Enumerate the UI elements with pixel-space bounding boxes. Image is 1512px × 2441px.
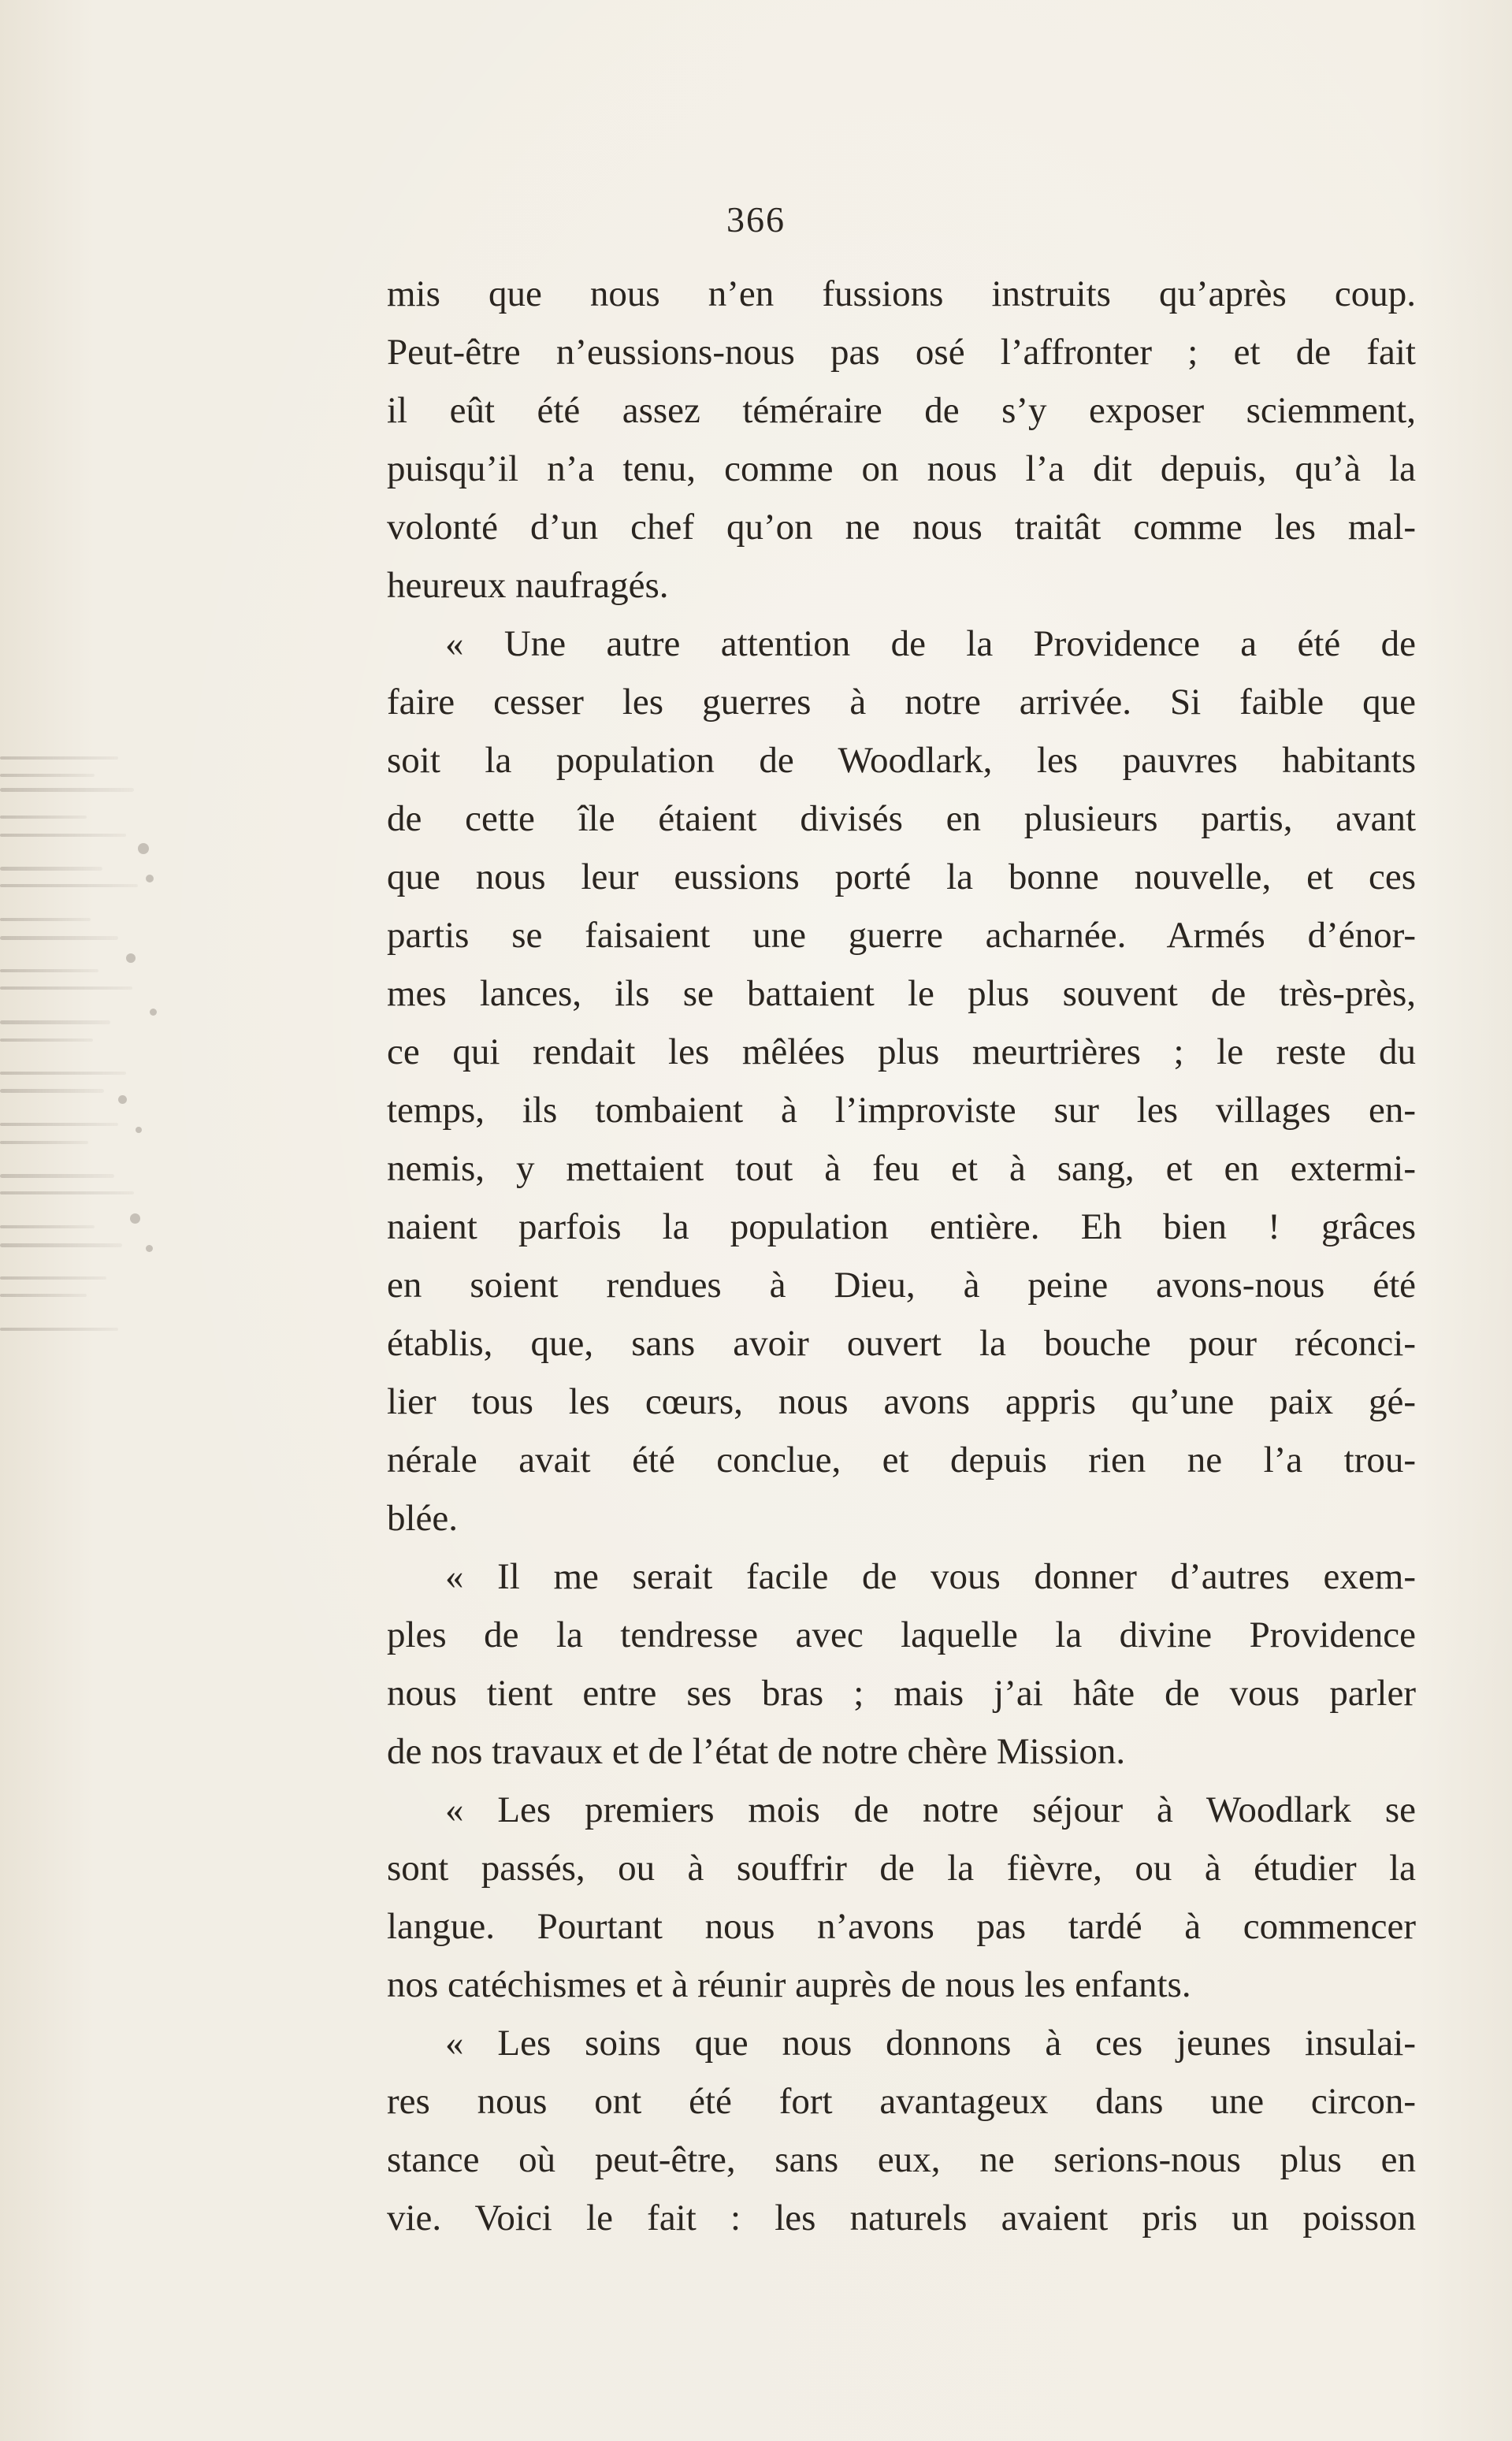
show-through-line <box>0 986 132 990</box>
page-number: 366 <box>726 199 786 240</box>
show-through-line <box>0 867 102 871</box>
text-line: res nous ont été fort avantageux dans une circon- <box>387 2081 1416 2122</box>
show-through-line <box>0 1243 122 1247</box>
text-line: mes lances, ils se battaient le plus souvent de très-près, <box>387 973 1416 1014</box>
text-line: sont passés, ou à souffrir de la fièvre, ou à étudier la <box>387 1848 1416 1889</box>
show-through-speck <box>146 1245 153 1252</box>
show-through-line <box>0 1089 104 1093</box>
body-text <box>387 265 1416 2247</box>
show-through-speck <box>146 875 154 882</box>
show-through-line <box>0 1020 110 1024</box>
show-through-line <box>0 1225 95 1228</box>
text-line: soit la population de Woodlark, les pauvres habitants <box>387 740 1416 781</box>
show-through-line <box>0 1072 126 1075</box>
show-through-line <box>0 1038 93 1042</box>
show-through-line <box>0 1191 134 1194</box>
text-line: nemis, y mettaient tout à feu et à sang, et en extermi- <box>387 1148 1416 1189</box>
show-through-line <box>0 788 134 792</box>
text-line: nos catéchismes et à réunir auprès de nous les enfants. <box>387 1964 1191 2005</box>
text-line: partis se faisaient une guerre acharnée. Armés d’énor- <box>387 915 1416 956</box>
text-line: blée. <box>387 1498 459 1539</box>
text-line: faire cesser les guerres à notre arrivée. Si faible que <box>387 682 1416 723</box>
text-line: « Il me serait facile de vous donner d’autres exem- <box>445 1556 1416 1597</box>
show-through-speck <box>126 953 136 963</box>
show-through-line <box>0 969 98 972</box>
show-through-line <box>0 1276 106 1280</box>
text-line: en soient rendues à Dieu, à peine avons-nous été <box>387 1265 1416 1306</box>
text-line: lier tous les cœurs, nous avons appris qu’une paix gé- <box>387 1381 1416 1422</box>
show-through-line <box>0 816 87 819</box>
show-through-line <box>0 918 91 921</box>
show-through-speck <box>118 1095 127 1104</box>
text-line: naient parfois la population entière. Eh bien ! grâces <box>387 1206 1416 1247</box>
text-line: temps, ils tombaient à l’improviste sur les villages en- <box>387 1090 1416 1131</box>
show-through-line <box>0 774 95 777</box>
text-line: stance où peut-être, sans eux, ne serions-nous plus en <box>387 2139 1416 2180</box>
show-through-speck <box>138 843 149 854</box>
text-line: ce qui rendait les mêlées plus meurtrières ; le reste du <box>387 1031 1416 1072</box>
show-through-line <box>0 936 118 940</box>
show-through-line <box>0 1174 114 1178</box>
text-line: vie. Voici le fait : les naturels avaient pris un poisson <box>387 2198 1416 2239</box>
text-line: Peut-être n’eussions-nous pas osé l’affronter ; et de fait <box>387 332 1416 373</box>
text-line: que nous leur eussions porté la bonne nouvelle, et ces <box>387 856 1416 897</box>
show-through-line <box>0 1123 118 1126</box>
text-line: nérale avait été conclue, et depuis rien ne l’a trou- <box>387 1440 1416 1481</box>
text-line: mis que nous n’en fussions instruits qu’après coup. <box>387 273 1416 314</box>
show-through-line <box>0 1294 87 1297</box>
text-line: ples de la tendresse avec laquelle la divine Providence <box>387 1614 1416 1655</box>
show-through-speck <box>136 1127 142 1133</box>
text-line: puisqu’il n’a tenu, comme on nous l’a dit depuis, qu’à la <box>387 448 1416 489</box>
text-line: de cette île étaient divisés en plusieurs partis, avant <box>387 798 1416 839</box>
show-through-line <box>0 1141 88 1144</box>
text-line: heureux naufragés. <box>387 565 669 606</box>
text-line: il eût été assez téméraire de s’y exposer sciemment, <box>387 390 1416 431</box>
show-through-line <box>0 756 118 760</box>
ink-show-through <box>0 756 181 1371</box>
text-line: « Une autre attention de la Providence a été de <box>445 623 1416 664</box>
text-line: nous tient entre ses bras ; mais j’ai hâte de vous parler <box>387 1673 1416 1714</box>
text-line: langue. Pourtant nous n’avons pas tardé à commencer <box>387 1906 1416 1947</box>
show-through-line <box>0 1328 118 1331</box>
show-through-line <box>0 834 126 837</box>
text-line: volonté d’un chef qu’on ne nous traitât comme les mal- <box>387 507 1416 548</box>
text-line: établis, que, sans avoir ouvert la bouche pour réconci- <box>387 1323 1416 1364</box>
text-line: « Les soins que nous donnons à ces jeunes insulai- <box>445 2023 1416 2064</box>
show-through-line <box>0 884 138 887</box>
show-through-speck <box>130 1213 140 1224</box>
show-through-speck <box>150 1009 157 1016</box>
text-line: de nos travaux et de l’état de notre chère Mission. <box>387 1731 1126 1772</box>
text-line: « Les premiers mois de notre séjour à Woodlark se <box>445 1789 1416 1830</box>
